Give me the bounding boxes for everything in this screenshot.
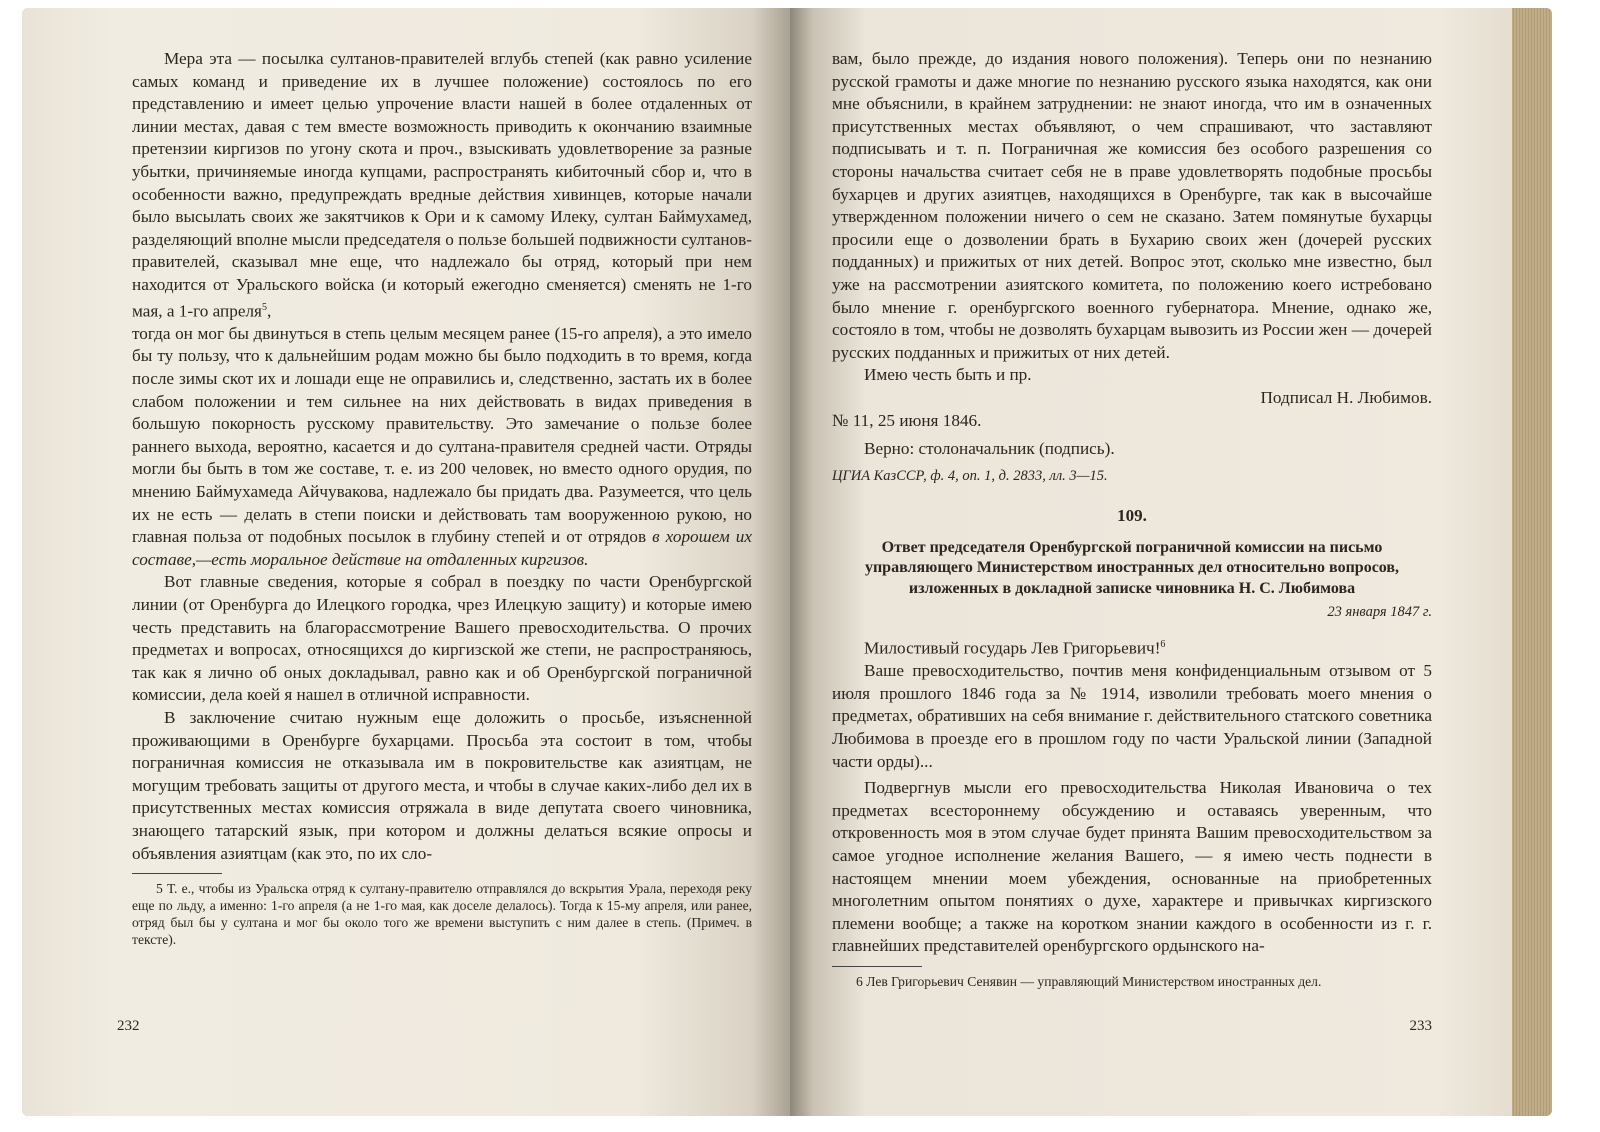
verified-line: Верно: столоначальник (подпись).	[864, 439, 1115, 459]
left-paragraph-1: Мера эта — посылка султанов-правителей вглубь степей (как равно усиление самых команд и приведение их в лучшее положение) состоялось по его представлению и имеет целью упрочение власти нашей в более отдаленных от линии местах, давая с тем вместе возможность приводить к окончанию взаимные претензии киргизов по угону скота и проч., взыскивать удовлетворение за разные убытки, причиняемые иногда купцами, распространять кибиточный сбор и, что в особенности важно, предупреждать вредные действия хивинцев, которые начали было высылать своих же закятчиков к Ори и к самому Илеку, султан Баймухамед, разделяющий вполне мысли председателя о пользе большей подвижности султанов-правителей, сказывал мне еще, что надлежало бы отряд, который при нем находится от Уральского войска (и который ежегодно сменяется) сменять не 1-го мая, а 1-го апреля$^5$,	[132, 49, 752, 321]
left-page	[22, 8, 790, 1116]
page-edge	[1512, 8, 1552, 1116]
left-page-text	[132, 48, 752, 865]
document-number: 109.	[1117, 506, 1147, 526]
document-date: 23 января 1847 г.	[1327, 604, 1432, 621]
closing-line: Имею честь быть и пр.	[864, 365, 1032, 385]
italic-phrase: в хорошем их составе,—есть моральное действие на отдаленных киргизов.	[132, 527, 753, 569]
archive-reference: ЦГИА КазССР, ф. 4, оп. 1, д. 2833, лл. 3—15.	[832, 467, 1108, 484]
page-number-left: 232	[117, 1018, 140, 1034]
left-paragraph-2: Вот главные сведения, которые я собрал в поездку по части Оренбургской линии (от Оренбурга до Илецкого городка, чрез Илецкую защиту) и которые имею честь представить на благорассмотрение Вашего превосходительства. О прочих предметах и вопросах, относящихся до киргизской же степи, не распространяюсь, так как я лично об оных докладывал, равно как и об Оренбургской пограничной комиссии, дела коей я нашел в отличной исправности.	[132, 572, 752, 705]
left-paragraph-3: В заключение считаю нужным еще доложить о просьбе, изъясненной проживающими в Оренбурге бухарцами. Просьба эта состоит в том, чтобы пограничная комиссия не отказывала им в покровительстве как азиятцам, не могущим требовать защиты от другого места, и чтобы в случае каких-либо дел их в присутственных местах комиссия отряжала в виде депутата своего чиновника, знающего татарский язык, при котором и должны делаться всякие опросы и объявления азиятцам (как это, по их сло-	[132, 707, 752, 863]
left-paragraph-1-cont: тогда он мог бы двинуться в степь целым месяцем ранее (15-го апреля), а это имело бы ту пользу, что к дальнейшим родам можно бы было подходить в то время, когда после зимы скот их и лошади еще не оправились и, следственно, застать их в более слабом положении и тем сильнее на них действовать в видах приведения в большую покорность русскому правительству. Это замечание о пользе более раннего выхода, вероятно, касается и до султана-правителя средней части. Отряды могли бы быть в том же составе, т. е. из 200 человек, но вместо одного орудия, по мнению Баймухамеда Айчувакова, надлежало бы придать два. Разумеется, что цель их не есть — делать в степи поиски и действовать там вооруженною рукою, но главная польза от подобных посылок в глубину степей и от отрядов в хорошем их составе,—есть моральное действие на отдаленных киргизов.	[132, 323, 753, 569]
right-page-text	[832, 48, 1432, 958]
book-spread	[22, 8, 1552, 1116]
salutation: Милостивый государь Лев Григорьевич!$^6$	[864, 638, 1166, 658]
signature: Подписал Н. Любимов.	[1260, 387, 1432, 407]
footnote-mark-6: 6	[1160, 638, 1166, 650]
footnote-rule-right	[832, 966, 922, 967]
right-continuation: вам, было прежде, до издания нового положения). Теперь они по незнанию русской грамоты и даже многие по незнанию русского языка находятся, как они мне объяснили, в крайнем затруднении: не знают иногда, что им в означенных присутственных местах объявляют, о чем спрашивают, что заставляют подписывать и т. п. Пограничная же комиссия без особого разрешения со стороны начальства считает себя не в праве удовлетворять подобные просьбы бухарцев и других азиятцев, находящихся в Оренбурге, так как в высочайше утвержденном положении ничего о сем не сказано. Затем помянутые бухарцы просили еще о дозволении брать в Бухарию своих жен (дочерей русских подданных) и прижитых от них детей. Вопрос этот, сколько мне известно, был уже на рассмотрении азиятского комитета, по положению коего истребовано было мнение г. оренбургского военного губернатора. Мнение, однако же, состояло в том, чтобы не дозволять бухарцам вывозить из России жен — дочерей русских подданных и прижитых от них детей.	[832, 49, 1432, 362]
right-footnote: 6 Лев Григорьевич Сенявин — управляющий Министерством иностранных дел.	[856, 974, 1322, 990]
footnote-mark: 5	[261, 301, 267, 313]
footnote-rule	[132, 873, 222, 874]
document-reference: № 11, 25 июня 1846.	[832, 410, 982, 430]
right-paragraph-1: Ваше превосходительство, почтив меня конфиденциальным отзывом от 5 июля прошлого 1846 года за № 1914, изволили требовать моего мнения о предметах, обративших на себя внимание г. действительного статского советника Любимова в проезде его в прошлом году по части Уральской линии (Западной части орды)...	[832, 661, 1432, 771]
document-heading: Ответ председателя Оренбургской пограничной комиссии на письмо управляющего Министерством иностранных дел относительно вопросов, изложенных в докладной записке чиновника Н. С. Любимова	[864, 538, 1400, 597]
page-number-right: 233	[1409, 1018, 1432, 1034]
right-page	[790, 8, 1552, 1116]
right-paragraph-2: Подвергнув мысли его превосходительства Николая Ивановича о тех предметах всестороннему обсуждению и оставаясь уверенным, что откровенность моя в этом случае будет принята Вашим превосходительством за самое угодное исполнение желания Вашего, — я имею честь поднести в настоящем мнении моем убеждения, основанные на приобретенных многолетним опытом понятиях о духе, характере и привычках киргизского племени вообще; а также на коротком знании каждого в особенности из г. г. главнейших представителей оренбургского ордынского на-	[832, 778, 1432, 956]
left-footnote: 5 Т. е., чтобы из Уральска отряд к султану-правителю отправлялся до вскрытия Урала, переходя реку еще по льду, а именно: 1-го апреля (а не 1-го мая, как доселе делалось). Тогда к 15-му апреля, или ранее, отряд был бы у султана и мог бы около того же времени выступить с ним далее в степь. (Примеч. в тексте).	[132, 881, 752, 948]
